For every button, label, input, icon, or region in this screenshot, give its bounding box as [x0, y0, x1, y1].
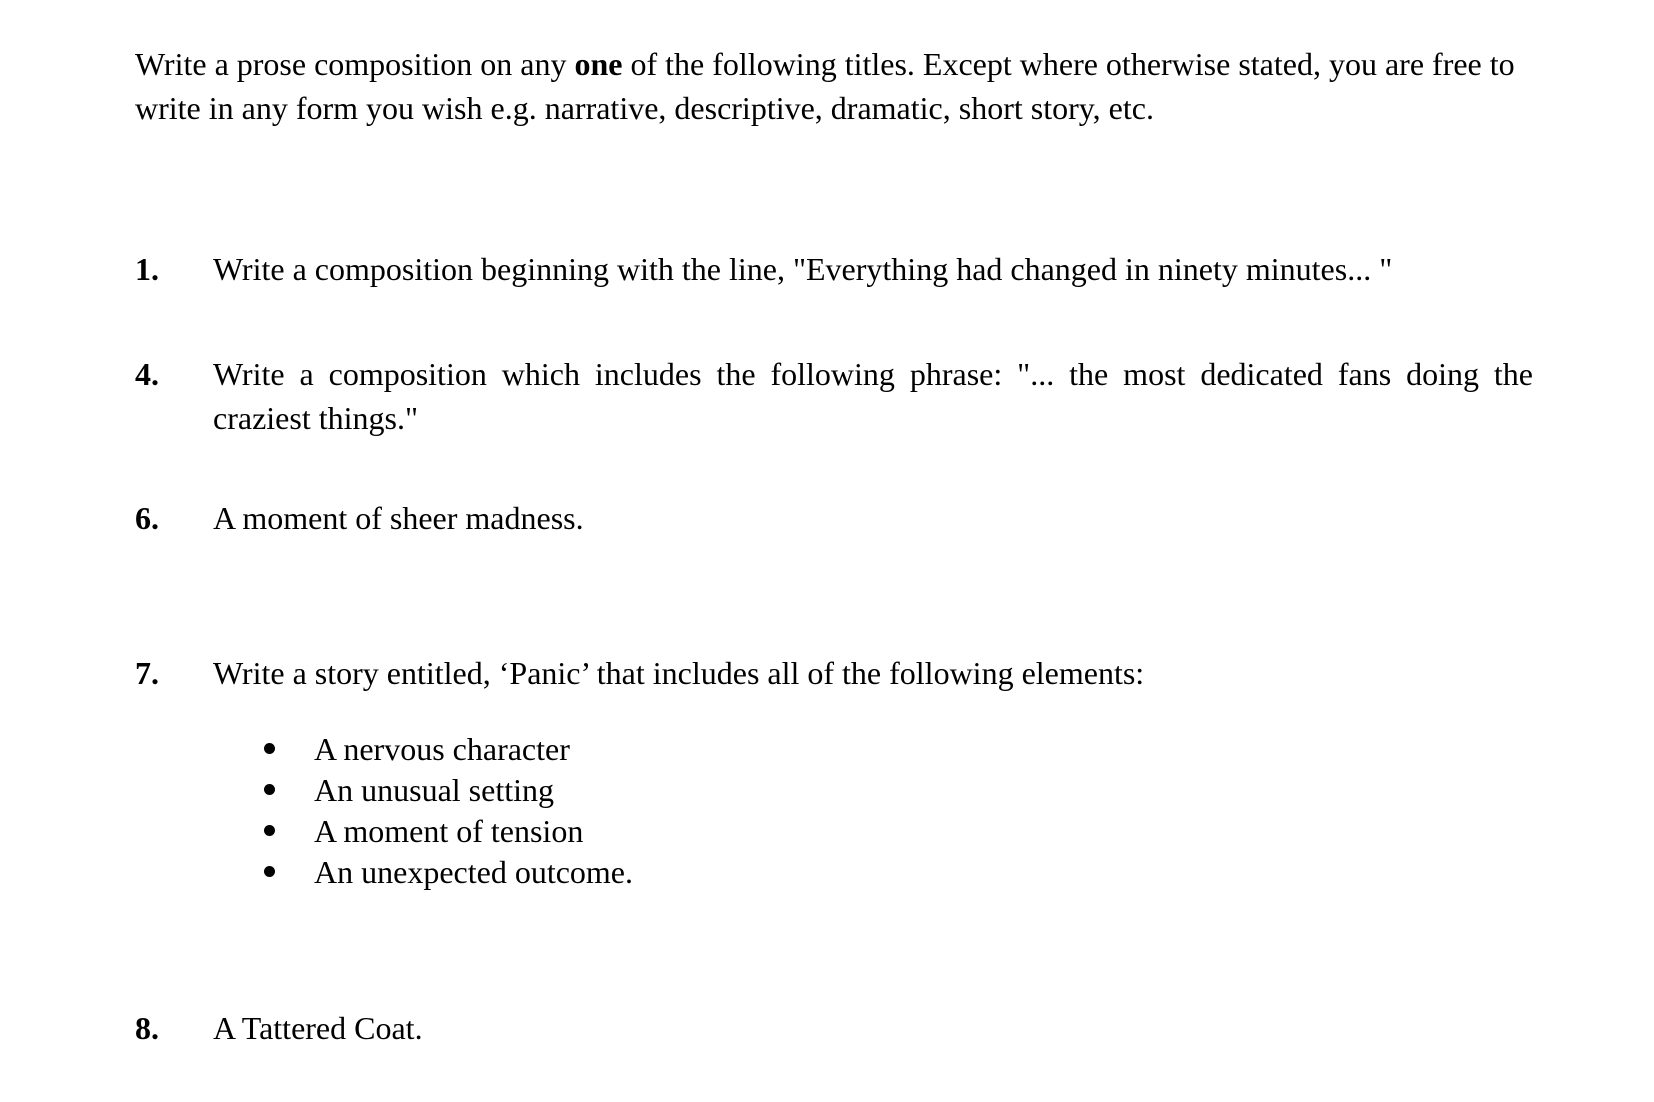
question-text: A moment of sheer madness. — [213, 500, 584, 536]
list-item — [260, 729, 633, 770]
list-item-text: An unusual setting — [314, 772, 554, 808]
instructions-emphasis: one — [574, 46, 623, 82]
question-number: 6. — [135, 500, 159, 536]
list-item — [260, 770, 633, 811]
instructions — [135, 42, 1535, 130]
list-item — [260, 852, 633, 893]
list-item-text: An unexpected outcome. — [314, 854, 633, 890]
required-elements-list — [260, 729, 633, 893]
question-number: 8. — [135, 1010, 159, 1046]
question-text: Write a composition which includes the following phrase: "... the most dedicated fans doing the craziest things." — [213, 356, 1533, 436]
list-item-text: A moment of tension — [314, 813, 584, 849]
question-number: 1. — [135, 251, 159, 287]
list-item-text: A nervous character — [314, 731, 570, 767]
instructions-text-start: Write a prose composition on any — [135, 46, 575, 82]
bullet-icon — [264, 784, 275, 795]
question-text: Write a composition beginning with the line, "Everything had changed in ninety minutes... " — [213, 251, 1393, 287]
question-number: 7. — [135, 655, 159, 691]
bullet-icon — [264, 866, 275, 877]
bullet-icon — [264, 743, 275, 754]
question-text: A Tattered Coat. — [213, 1010, 423, 1046]
instructions-text-end: of the following titles. Except where otherwise stated, you are free to write in any form you wish e.g. narrative, descriptive, dramatic, short story, etc. — [135, 46, 1515, 126]
bullet-icon — [264, 825, 275, 836]
question-text: Write a story entitled, ‘Panic’ that includes all of the following elements: — [213, 655, 1145, 691]
question-number: 4. — [135, 356, 159, 392]
list-item — [260, 811, 633, 852]
